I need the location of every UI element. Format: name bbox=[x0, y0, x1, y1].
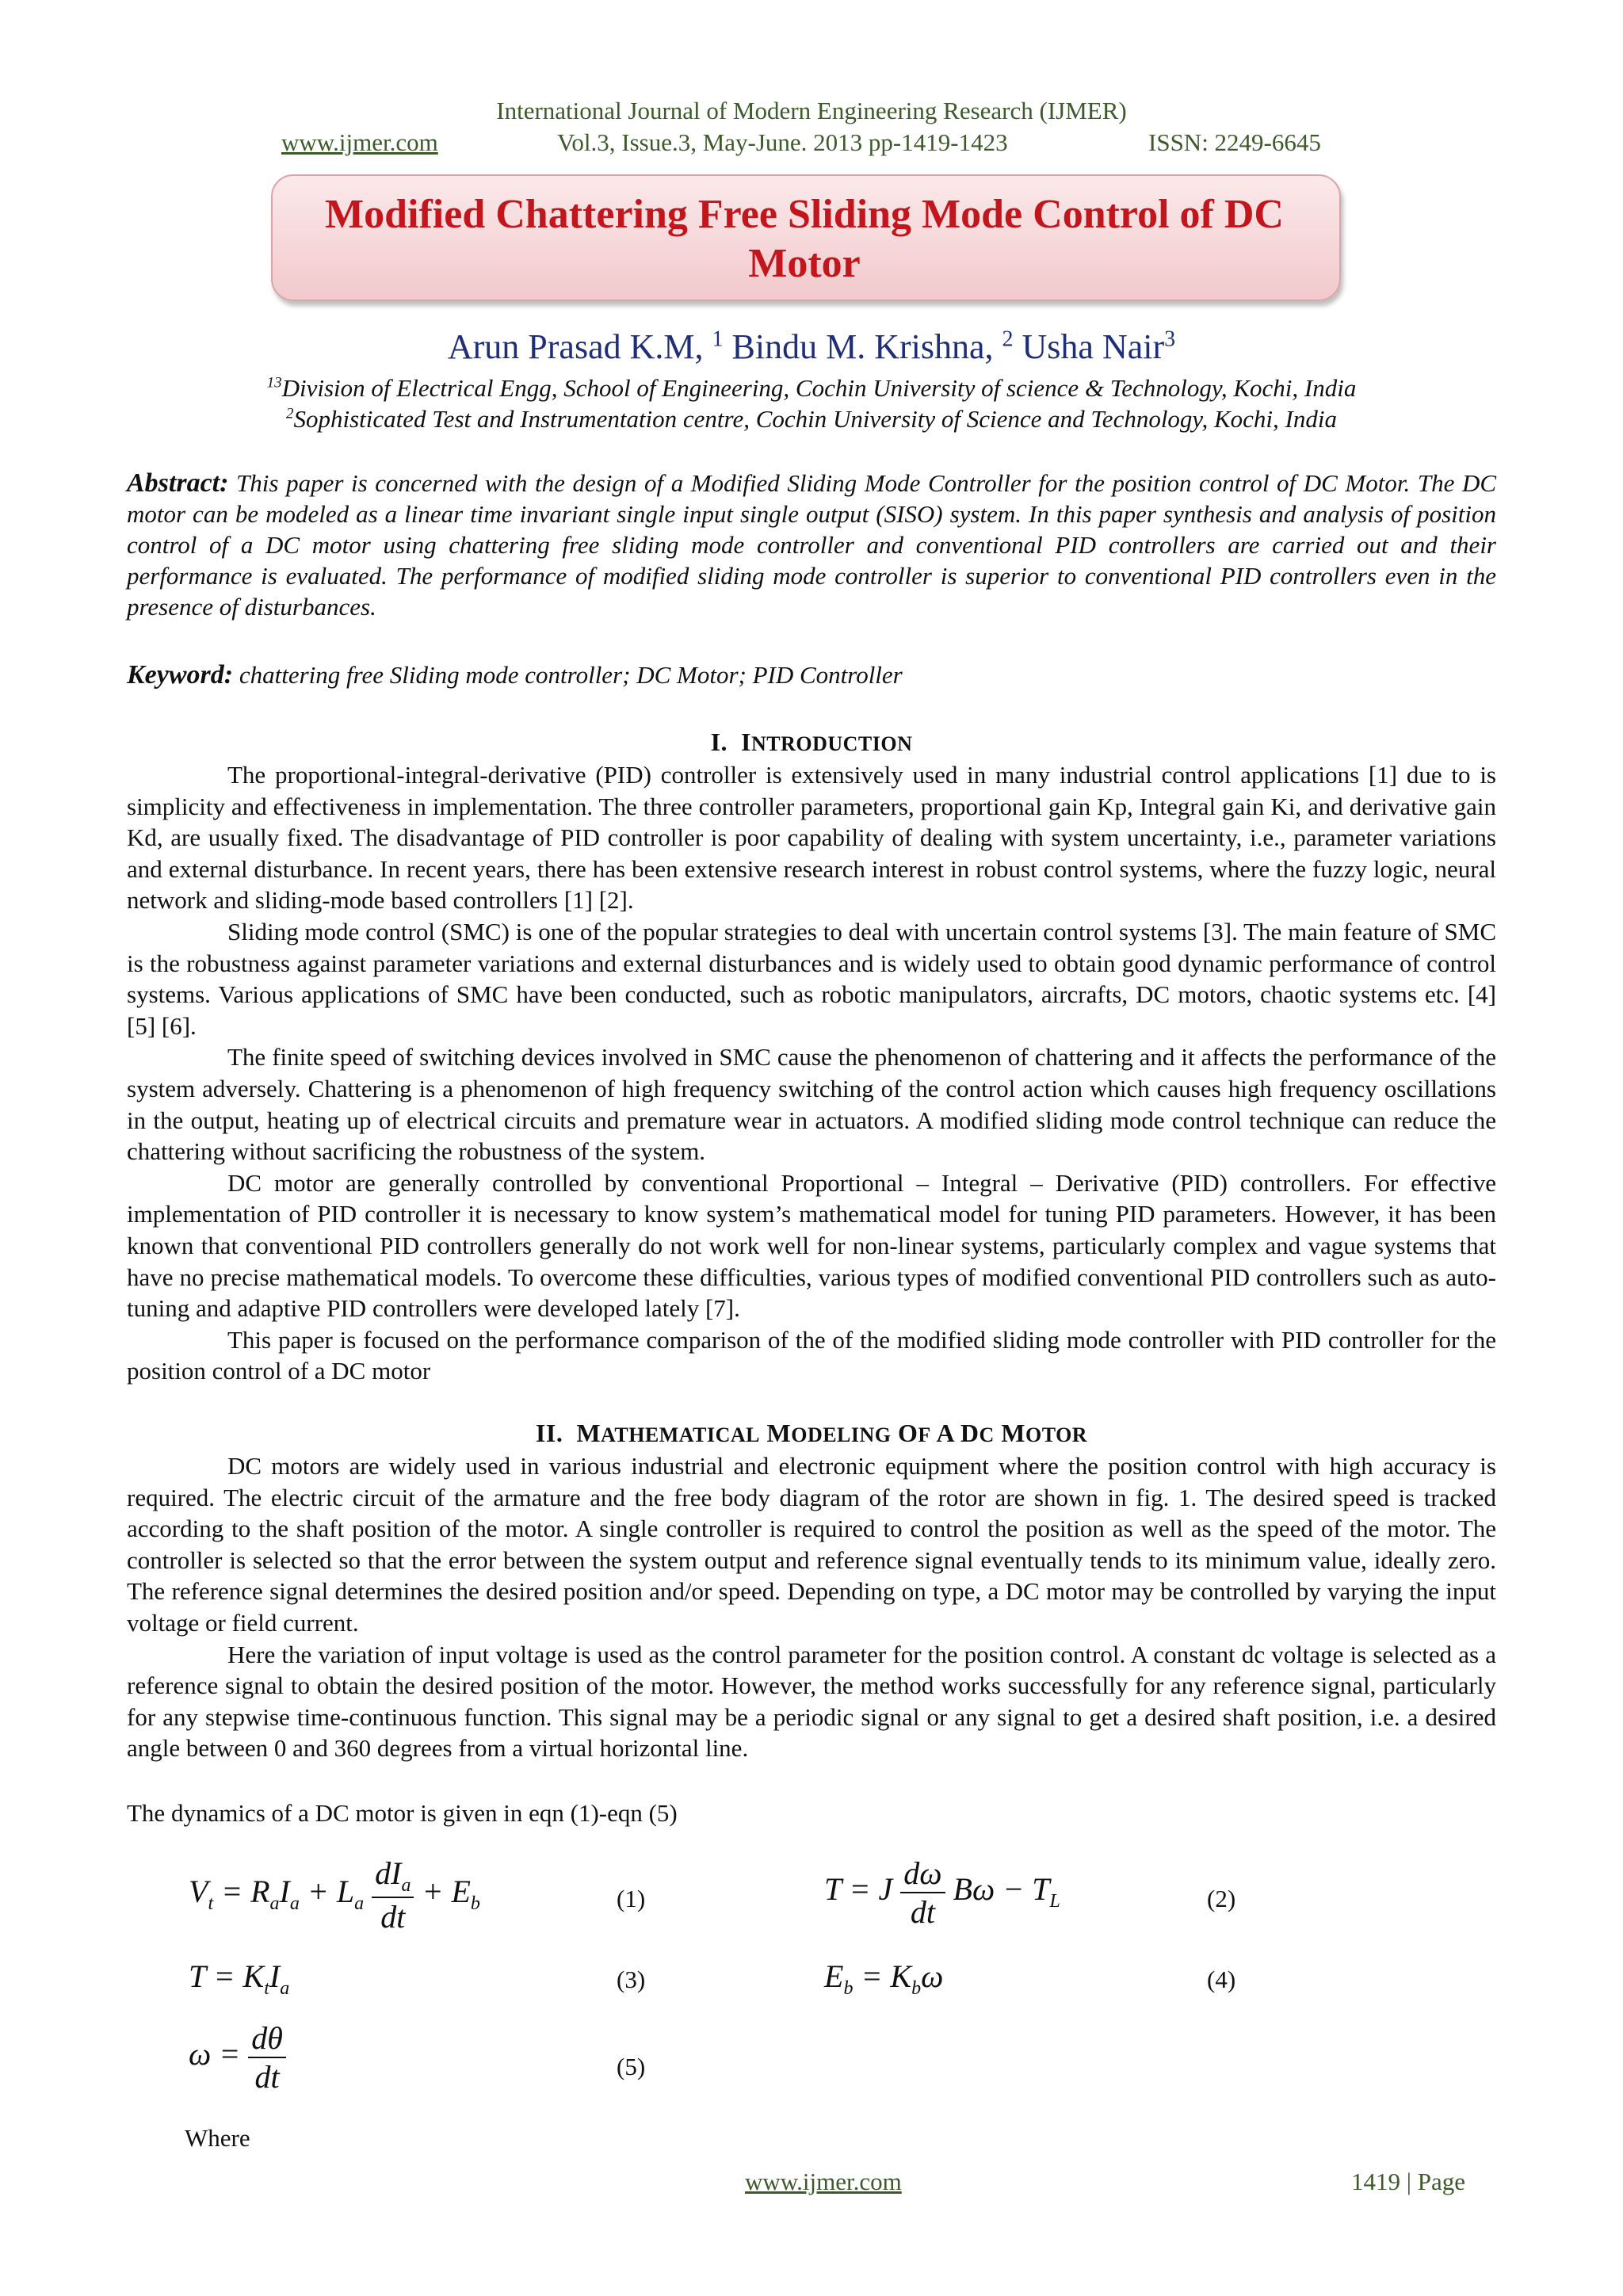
author-1-sup: 1 bbox=[712, 327, 724, 352]
section-2-heading: II. MATHEMATICAL MODELING OF A DC MOTOR bbox=[535, 1419, 1088, 1447]
equation-1-number: (1) bbox=[617, 1885, 646, 1912]
paper-title bbox=[271, 190, 1338, 288]
author-3: Usha Nair bbox=[1022, 327, 1165, 366]
equation-2-number: (2) bbox=[1207, 1885, 1236, 1912]
paragraph: The proportional-integral-derivative (PID) controller is extensively used in many industrial control applications [1] due to is simplicity and effectiveness in implementation. The three controller parameters, proportional gain Kp, Integral gain Ki, and derivative gain Kd, are usually fixed. The disadvantage of PID controller is poor capability of dealing with system uncertainty, i.e., parameter variations and external disturbance. In recent years, there has been extensive research interest in robust control systems, where the fuzzy logic, neural network and sliding-mode based controllers [1] [2]. bbox=[127, 761, 1496, 915]
section-1-body bbox=[127, 759, 1496, 1387]
affiliation-2-sup: 2 bbox=[286, 405, 294, 422]
paragraph: Here the variation of input voltage is used as the control parameter for the position control. A constant dc voltage is selected as a reference signal to obtain the desired position of the motor. However, the method works successfully for any reference signal, particularly for any stepwise time-continuous function. This signal may be a periodic signal or any signal to get a desired shaft position, i.e. a desired angle between 0 and 360 degrees from a virtual horizontal line. bbox=[127, 1640, 1496, 1763]
affiliation-2 bbox=[0, 405, 1623, 434]
keyword-text: chattering free Sliding mode controller; DC Motor; PID Controller bbox=[239, 661, 903, 689]
affiliation-2-text: Sophisticated Test and Instrumentation centre, Cochin University of Science and Technology, Kochi, India bbox=[293, 405, 1337, 433]
paragraph: This paper is focused on the performance comparison of the of the modified sliding mode controller with PID controller for the position control of a DC motor bbox=[127, 1325, 1496, 1385]
abstract-text: This paper is concerned with the design of a Modified Sliding Mode Controller for the position control of DC Motor. The DC motor can be modeled as a linear time invariant single input single output (SISO) system. In this paper synthesis and analysis of position control of a DC motor using chattering free sliding mode controller and conventional PID controllers are carried out and their performance is evaluated. The performance of modified sliding mode controller is superior to conventional PID controllers even in the presence of disturbances. bbox=[127, 469, 1497, 621]
journal-name: International Journal of Modern Engineering Research (IJMER) bbox=[496, 97, 1127, 124]
where-label: Where bbox=[185, 2124, 250, 2152]
equation-3-number: (3) bbox=[617, 1966, 646, 1993]
equation-1: $V_t = R_aI_a + L_a$ $\frac{dI_a}{dt}$ + $E_b$ bbox=[189, 1855, 480, 1935]
keyword-label: Keyword: bbox=[127, 660, 234, 690]
issn-info: ISSN: 2249-6645 bbox=[1148, 128, 1321, 156]
affiliation-1-sup: 13 bbox=[266, 374, 282, 392]
dynamics-intro: The dynamics of a DC motor is given in eqn (1)-eqn (5) bbox=[127, 1799, 678, 1827]
equation-4-number: (4) bbox=[1207, 1966, 1236, 1993]
journal-info-line bbox=[281, 128, 1343, 157]
author-2: Bindu M. Krishna, bbox=[731, 327, 994, 366]
keywords bbox=[127, 659, 1496, 691]
equation-4: $E_b = K_b\omega$ bbox=[824, 1958, 944, 1999]
affiliation-1-text: Division of Electrical Engg, School of Engineering, Cochin University of science & Technology, Kochi, India bbox=[281, 374, 1357, 402]
journal-url-link[interactable]: www.ijmer.com bbox=[281, 128, 438, 156]
affiliation-1 bbox=[0, 374, 1623, 403]
volume-info: Vol.3, Issue.3, May-June. 2013 pp-1419-1423 bbox=[557, 128, 1008, 156]
title-line-2: Motor bbox=[748, 241, 861, 286]
author-list bbox=[0, 327, 1623, 367]
section-2-body bbox=[127, 1450, 1496, 1764]
paragraph: DC motors are widely used in various industrial and electronic equipment where the position control with high accuracy is required. The electric circuit of the armature and the free body diagram of the rotor are shown in fig. 1. The desired speed is tracked according to the shaft position of the motor. A single controller is required to control the position as well as the speed of the motor. The controller is selected so that the error between the system output and reference signal eventually tends to its minimum value, ideally zero. The reference signal determines the desired position and/or speed. Depending on type, a DC motor may be controlled by varying the input voltage or field current. bbox=[127, 1452, 1496, 1637]
footer-url-link[interactable]: www.ijmer.com bbox=[745, 2168, 902, 2195]
paragraph: Sliding mode control (SMC) is one of the popular strategies to deal with uncertain control systems [3]. The main feature of SMC is the robustness against parameter variations and external disturbances and is widely used to obtain good dynamic performance of control systems. Various applications of SMC have been conducted, such as robotic manipulators, aircrafts, DC motors, chaotic systems etc. [4] [5] [6]. bbox=[127, 917, 1496, 1040]
page-number: 1419 | Page bbox=[1351, 2168, 1465, 2195]
section-1-heading: I. INTRODUCTION bbox=[710, 728, 913, 756]
equation-3: $T = K_tI_a$ bbox=[189, 1958, 290, 1999]
equation-2: T = J $\frac{d\omega}{dt}$ $B\omega - T_L$ bbox=[824, 1855, 1060, 1930]
equation-5: ω = $\frac{d\theta}{dt}$ bbox=[189, 2019, 286, 2095]
paragraph: DC motor are generally controlled by conventional Proportional – Integral – Derivative (PID) controllers. For effective implementation of PID controller it is necessary to know system’s mathematical model for tuning PID parameters. However, it has been known that conventional PID controllers generally do not work well for non-linear systems, particularly complex and vague systems that have no precise mathematical models. To overcome these difficulties, various types of modified conventional PID controllers such as auto-tuning and adaptive PID controllers were developed lately [7]. bbox=[127, 1168, 1496, 1323]
paragraph: The finite speed of switching devices involved in SMC cause the phenomenon of chattering and it affects the performance of the system adversely. Chattering is a phenomenon of high frequency switching of the control action which causes high frequency oscillations in the output, heating up of electrical circuits and premature wear in actuators. A modified sliding mode control technique can reduce the chattering without sacrificing the robustness of the system. bbox=[127, 1043, 1496, 1166]
author-2-sup: 2 bbox=[1002, 327, 1014, 352]
abstract-label: Abstract: bbox=[127, 468, 229, 498]
author-3-sup: 3 bbox=[1164, 327, 1176, 352]
title-line-1: Modified Chattering Free Sliding Mode Control of DC bbox=[325, 192, 1284, 237]
abstract bbox=[127, 468, 1496, 622]
equation-5-number: (5) bbox=[617, 2053, 646, 2080]
author-1: Arun Prasad K.M, bbox=[447, 327, 704, 366]
